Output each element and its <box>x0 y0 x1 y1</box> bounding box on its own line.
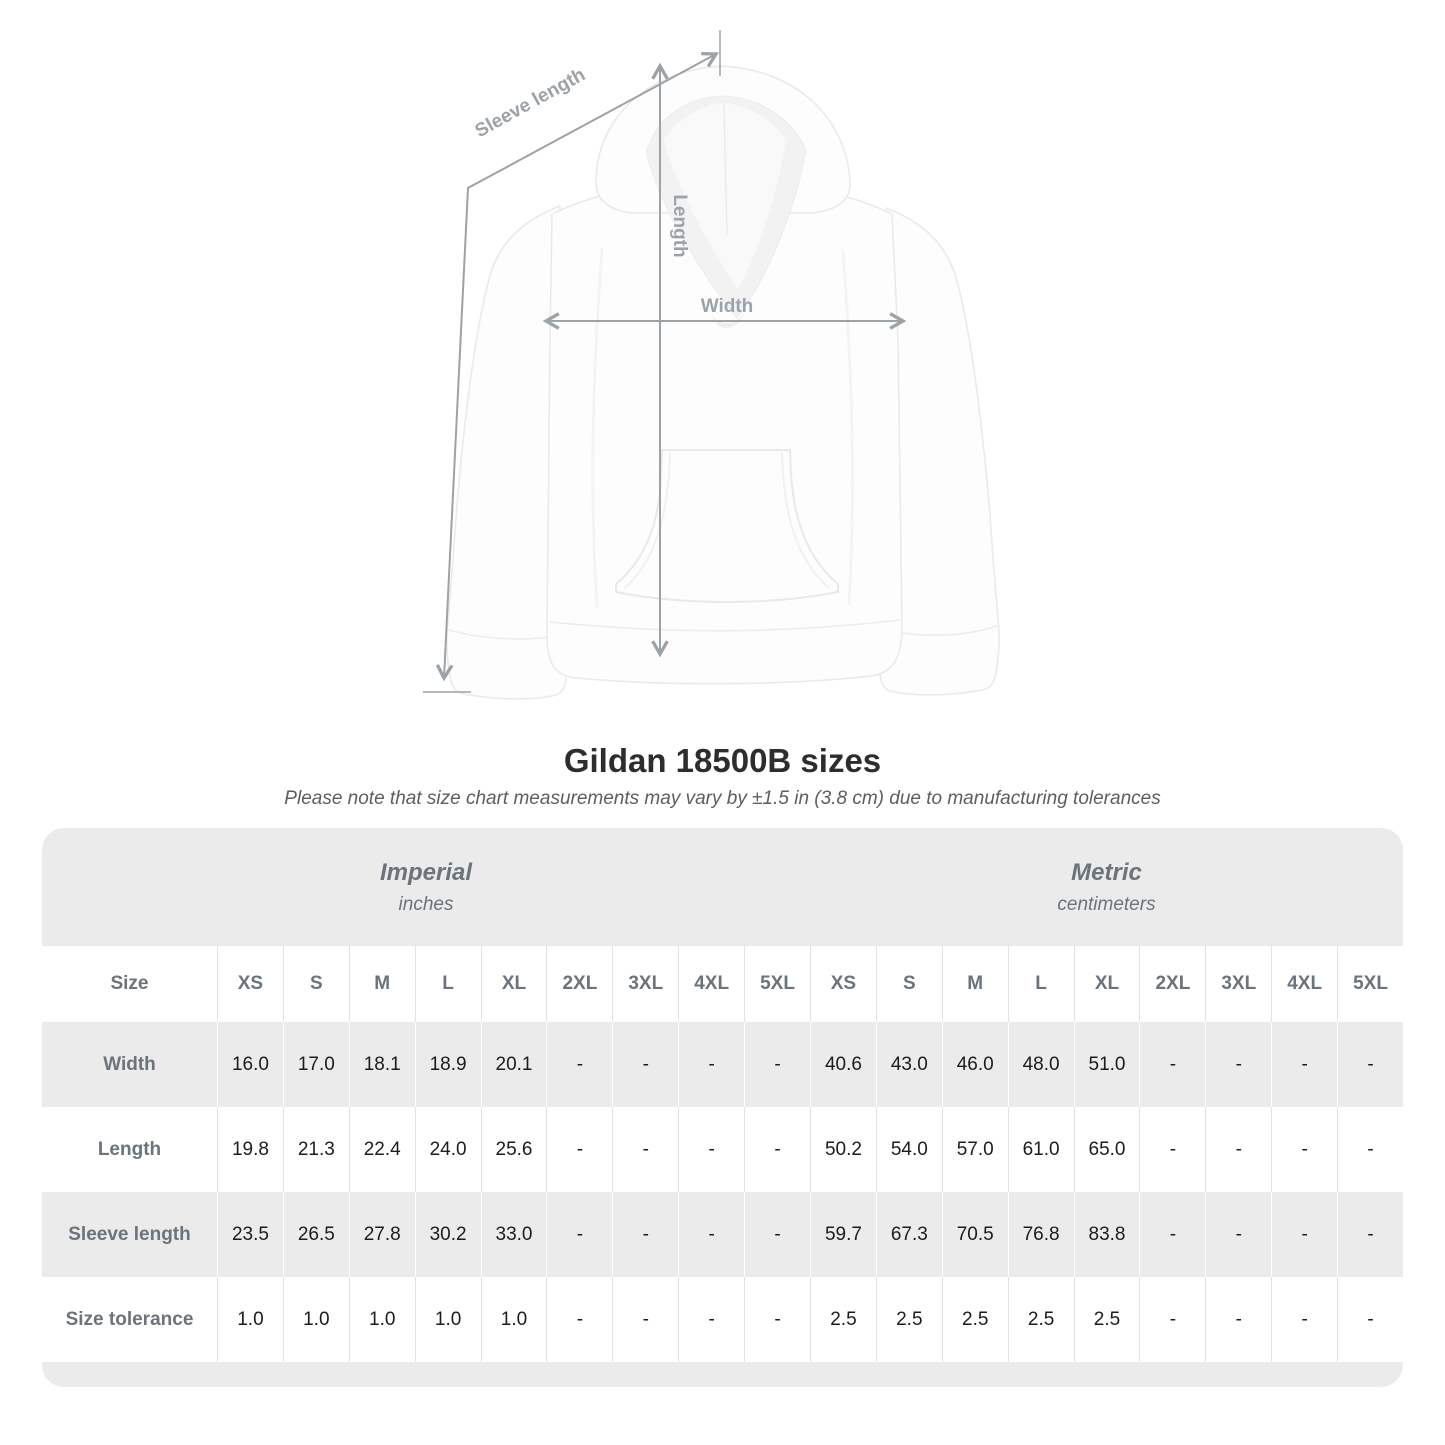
sleeve-length-label: Sleeve length <box>471 64 589 143</box>
value-cell: - <box>1205 1107 1271 1192</box>
value-cell: 61.0 <box>1008 1107 1074 1192</box>
size-header: M <box>349 946 415 1022</box>
value-cell: - <box>612 1022 678 1107</box>
value-cell: 40.6 <box>810 1022 876 1107</box>
value-cell: 46.0 <box>942 1022 1008 1107</box>
value-cell: - <box>744 1192 810 1277</box>
value-cell: 59.7 <box>810 1192 876 1277</box>
value-cell: 54.0 <box>876 1107 942 1192</box>
size-header: 3XL <box>1205 946 1271 1022</box>
size-column-header: Size <box>42 946 217 1022</box>
value-cell: - <box>1337 1022 1403 1107</box>
value-cell: 83.8 <box>1074 1192 1140 1277</box>
metric-header <box>810 828 1403 946</box>
value-cell: - <box>612 1107 678 1192</box>
imperial-sublabel: inches <box>398 893 454 915</box>
row-label: Length <box>42 1107 217 1192</box>
value-cell: - <box>546 1192 612 1277</box>
size-header: XS <box>810 946 876 1022</box>
row-label: Sleeve length <box>42 1192 217 1277</box>
hoodie-garment <box>447 66 999 699</box>
value-cell: 24.0 <box>415 1107 481 1192</box>
value-cell: 2.5 <box>810 1277 876 1362</box>
value-cell: 2.5 <box>942 1277 1008 1362</box>
value-cell: 76.8 <box>1008 1192 1074 1277</box>
size-header: 5XL <box>744 946 810 1022</box>
value-cell: - <box>678 1192 744 1277</box>
value-cell: - <box>1139 1192 1205 1277</box>
value-cell: - <box>1337 1277 1403 1362</box>
size-tolerance-note: Please note that size chart measurements may vary by ±1.5 in (3.8 cm) due to manufacturing tolerances <box>284 787 1161 809</box>
value-cell: - <box>678 1107 744 1192</box>
value-cell: 50.2 <box>810 1107 876 1192</box>
value-cell: 18.9 <box>415 1022 481 1107</box>
table-footer <box>42 1362 1403 1387</box>
value-cell: - <box>744 1022 810 1107</box>
value-cell: 18.1 <box>349 1022 415 1107</box>
value-cell: 17.0 <box>283 1022 349 1107</box>
size-header: XL <box>1074 946 1140 1022</box>
value-cell: 65.0 <box>1074 1107 1140 1192</box>
width-label: Width <box>700 296 754 317</box>
imperial-label: Imperial <box>379 858 473 886</box>
value-cell: - <box>678 1022 744 1107</box>
size-header: L <box>1008 946 1074 1022</box>
value-cell: 1.0 <box>283 1277 349 1362</box>
value-cell: - <box>1337 1192 1403 1277</box>
length-label: Length <box>669 194 690 258</box>
size-header: L <box>415 946 481 1022</box>
value-cell: 1.0 <box>217 1277 283 1362</box>
size-header: XS <box>217 946 283 1022</box>
value-cell: - <box>1337 1107 1403 1192</box>
value-cell: 26.5 <box>283 1192 349 1277</box>
value-cell: - <box>546 1277 612 1362</box>
value-cell: 21.3 <box>283 1107 349 1192</box>
value-cell: 43.0 <box>876 1022 942 1107</box>
value-cell: - <box>1271 1022 1337 1107</box>
value-cell: 70.5 <box>942 1192 1008 1277</box>
value-cell: - <box>678 1277 744 1362</box>
value-cell: 16.0 <box>217 1022 283 1107</box>
size-header: 4XL <box>678 946 744 1022</box>
value-cell: 1.0 <box>415 1277 481 1362</box>
value-cell: 2.5 <box>1008 1277 1074 1362</box>
size-header: 2XL <box>546 946 612 1022</box>
size-table <box>42 828 1403 1387</box>
value-cell: - <box>612 1277 678 1362</box>
row-label: Width <box>42 1022 217 1107</box>
size-header: XL <box>481 946 547 1022</box>
size-header: S <box>876 946 942 1022</box>
value-cell: 22.4 <box>349 1107 415 1192</box>
row-label: Size tolerance <box>42 1277 217 1362</box>
value-cell: 48.0 <box>1008 1022 1074 1107</box>
size-header: 5XL <box>1337 946 1403 1022</box>
value-cell: 19.8 <box>217 1107 283 1192</box>
value-cell: - <box>1271 1192 1337 1277</box>
value-cell: 57.0 <box>942 1107 1008 1192</box>
value-cell: 67.3 <box>876 1192 942 1277</box>
size-header: 2XL <box>1139 946 1205 1022</box>
value-cell: - <box>1271 1277 1337 1362</box>
value-cell: 23.5 <box>217 1192 283 1277</box>
size-header: 4XL <box>1271 946 1337 1022</box>
value-cell: 2.5 <box>876 1277 942 1362</box>
size-header: 3XL <box>612 946 678 1022</box>
imperial-header <box>42 828 810 946</box>
value-cell: - <box>1271 1107 1337 1192</box>
page-title: Gildan 18500B sizes <box>563 742 882 779</box>
metric-sublabel: centimeters <box>1057 893 1156 915</box>
value-cell: - <box>546 1107 612 1192</box>
metric-label: Metric <box>1071 858 1142 886</box>
value-cell: 1.0 <box>481 1277 547 1362</box>
value-cell: - <box>1205 1192 1271 1277</box>
value-cell: 51.0 <box>1074 1022 1140 1107</box>
value-cell: - <box>612 1192 678 1277</box>
value-cell: 27.8 <box>349 1192 415 1277</box>
value-cell: - <box>1139 1277 1205 1362</box>
size-header: S <box>283 946 349 1022</box>
value-cell: 25.6 <box>481 1107 547 1192</box>
value-cell: 33.0 <box>481 1192 547 1277</box>
value-cell: - <box>1205 1277 1271 1362</box>
size-header: M <box>942 946 1008 1022</box>
value-cell: - <box>546 1022 612 1107</box>
value-cell: - <box>744 1107 810 1192</box>
value-cell: 20.1 <box>481 1022 547 1107</box>
value-cell: - <box>1139 1107 1205 1192</box>
value-cell: 1.0 <box>349 1277 415 1362</box>
value-cell: 2.5 <box>1074 1277 1140 1362</box>
value-cell: 30.2 <box>415 1192 481 1277</box>
value-cell: - <box>1139 1022 1205 1107</box>
value-cell: - <box>1205 1022 1271 1107</box>
value-cell: - <box>744 1277 810 1362</box>
